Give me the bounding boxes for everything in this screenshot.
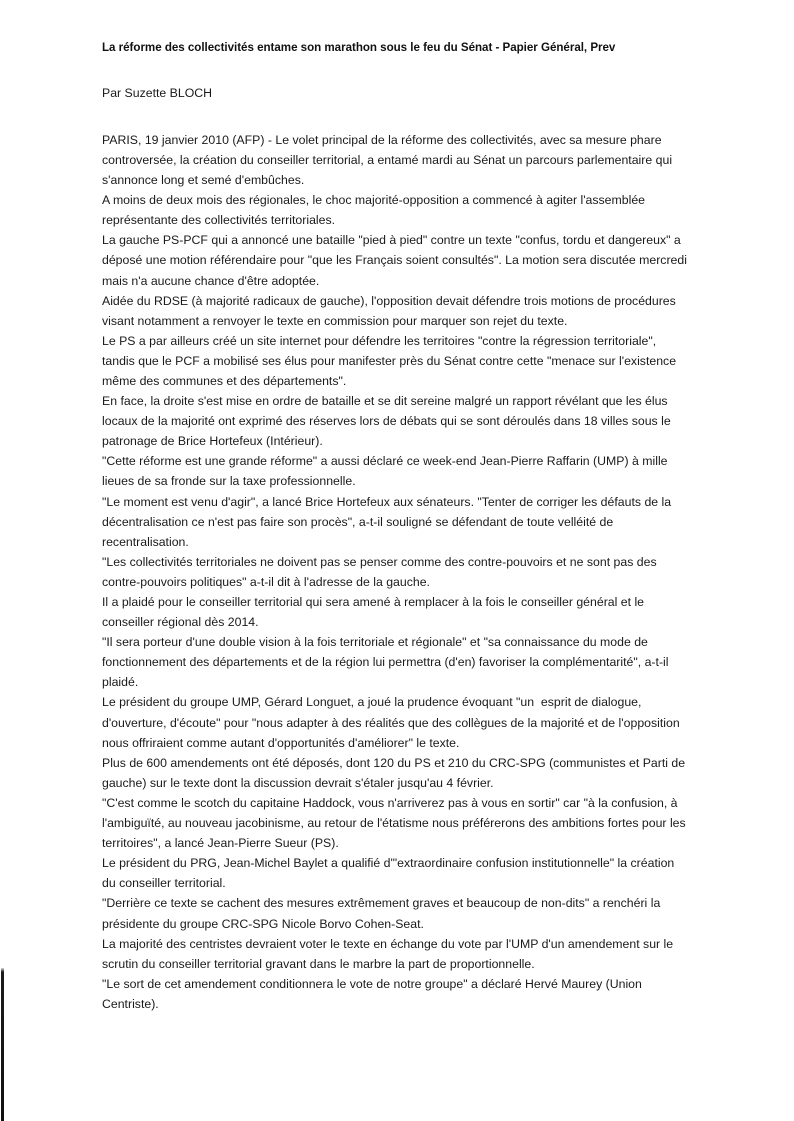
scan-edge-artifact (1, 968, 4, 1121)
document-title: La réforme des collectivités entame son marathon sous le feu du Sénat - Papier Général, Prev (102, 41, 616, 54)
document-paragraph: "Derrière ce texte se cachent des mesures extrêmement graves et beaucoup de non-dits" a renchéri la présidente du groupe CRC-SPG Nicole Borvo Cohen-Seat. (102, 896, 664, 931)
document-paragraph: "C'est comme le scotch du capitaine Haddock, vous n'arriverez pas à vous en sortir" car "à la confusion, à l'ambiguïté, au nouveau jacobinisme, au retour de l'étatisme nous préférerons des ambitions fortes pour les territoires", a lancé Jean-Pierre Sueur (PS). (102, 795, 690, 851)
document-content (102, 40, 691, 1014)
document-paragraph: La majorité des centristes devraient voter le texte en échange du vote par l'UMP d'un amendement sur le scrutin du conseiller territorial gravant dans le marbre la part de proportionnelle. (102, 936, 677, 971)
document-paragraph: Aidée du RDSE (à majorité radicaux de gauche), l'opposition devait défendre trois motions de procédures visant notamment a renvoyer le texte en commission pour marquer son rejet du texte. (102, 293, 680, 328)
document-body (102, 102, 691, 1014)
document-paragraph: "Cette réforme est une grande réforme" a aussi déclaré ce week-end Jean-Pierre Raffarin (UMP) à mille lieues de sa fronde sur la taxe professionnelle. (102, 454, 671, 489)
document-paragraph: En face, la droite s'est mise en ordre de bataille et se dit sereine malgré un rapport révélant que les élus locaux de la majorité ont exprimé des réserves lors de débats qui se sont déroulés dans 18 villes sous le patronage de Brice Hortefeux (Intérieur). (102, 394, 675, 449)
document-byline: Par Suzette BLOCH (102, 85, 213, 100)
document-paragraph: "Les collectivités territoriales ne doivent pas se penser comme des contre-pouvoirs et ne sont pas des contre-pouvoirs politiques" a-t-il dit à l'adresse de la gauche. (102, 554, 661, 589)
document-paragraph: A moins de deux mois des régionales, le choc majorité-opposition a commencé à agiter l'assemblée représentante des collectivités territoriales. (102, 193, 649, 228)
document-paragraph: PARIS, 19 janvier 2010 (AFP) - Le volet principal de la réforme des collectivités, avec sa mesure phare controversée, la création du conseiller territorial, a entamé mardi au Sénat un parcours parlementaire qui s'annonce long et semé d'embûches. (102, 132, 676, 188)
document-paragraph: Le président du PRG, Jean-Michel Baylet a qualifié d'"extraordinaire confusion institutionnelle" la création du conseiller territorial. (102, 856, 678, 891)
document-paragraph: La gauche PS-PCF qui a annoncé une bataille "pied à pied" contre un texte "confus, tordu et dangereux" a déposé une motion référendaire pour "que les Français soient consultés". La motion sera discutée mercredi mais n'a aucune chance d'être adoptée. (102, 233, 691, 288)
document-paragraph: "Il sera porteur d'une double vision à la fois territoriale et régionale" et "sa connaissance du mode de fonctionnement des départements et de la région lui permettra (d'en) favoriser la complémentarité", a-t-il plaidé. (102, 635, 672, 690)
document-paragraph: Plus de 600 amendements ont été déposés, dont 120 du PS et 210 du CRC-SPG (communistes et Parti de gauche) sur le texte dont la discussion devrait s'étaler jusqu'au 4 février. (102, 755, 689, 790)
document-paragraph: Le président du groupe UMP, Gérard Longuet, a joué la prudence évoquant "un esprit de dialogue, d'ouverture, d'écoute" pour "nous adapter à des réalités que des collègues de la majorité et de l'opposition nous offriraient comme autant d'opportunités d'améliorer" le texte. (102, 695, 684, 750)
document-paragraph: "Le moment est venu d'agir", a lancé Brice Hortefeux aux sénateurs. "Tenter de corriger les défauts de la décentralisation ce n'est pas faire son procès", a-t-il souligné se défendant de toute velléité de recentralisation. (102, 494, 675, 549)
document-paragraph: Le PS a par ailleurs créé un site internet pour défendre les territoires "contre la régression territoriale", tandis que le PCF a mobilisé ses élus pour manifester près du Sénat contre cette "menace sur l'existence même des communes et des départements". (102, 333, 680, 388)
document-paragraph: "Le sort de cet amendement conditionnera le vote de notre groupe" a déclaré Hervé Maurey (Union Centriste). (102, 976, 646, 1011)
document-paragraph: Il a plaidé pour le conseiller territorial qui sera amené à remplacer à la fois le conseiller général et le conseiller régional dès 2014. (102, 595, 648, 630)
